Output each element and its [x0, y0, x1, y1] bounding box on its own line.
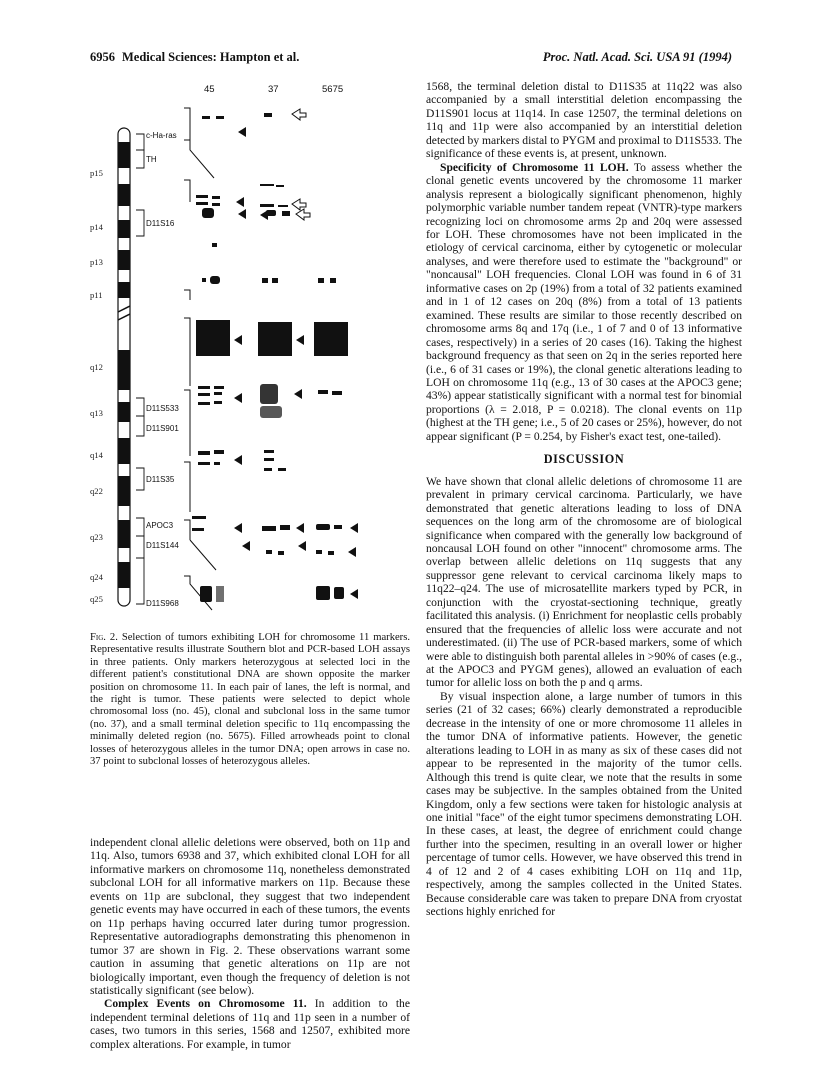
paragraph: By visual inspection alone, a large number of tumors in this series (21 of 32 cases; 66%) clearly demonstrated a reproducible decrease in the intensity of one or more chromosome 11 alleles in the tumor DNA of informative patients. However, the genetic alterations leading to LOH in as many as six of these cases did not appear to be represented in the majority of the tumor cells. Although this trend is quite clear, we note that the results in some cases may be subjective. In the samples obtained from the United Kingdom, only a few sections were taken for histologic analysis at one initial "face" of the eight tumor specimens demonstrating LOH. In these cases, at least, the degree of enrichment could change further into the specimen, resulting in an overall lower or higher percentage of tumor cells. However, we have observed this trend in 4 of 12 and 2 of 4 cases exhibiting LOH on 11q and 11p, respectively, among the samples collected in the United States. Because considerable care was taken to prepare DNA from cryostat sections highly enriched for	[426, 689, 742, 919]
band-label-q14: q14	[90, 450, 103, 460]
autoradiograph-bands	[192, 113, 358, 602]
marker-label-apoc3: APOC3	[146, 521, 174, 530]
band-label-p11: p11	[90, 290, 103, 300]
subsection-heading: Specificity of Chromosome 11 LOH.	[440, 160, 629, 174]
figure-caption-text: Selection of tumors exhibiting LOH for chromosome 11 markers. Representative results illustrate Southern blot and PCR-based LOH assays in three patients. Only markers heterozygous at selected loci in the different patient's constitutional DNA are shown opposite the marker position on chromosome 11. In each pair of lanes, the left is normal, and the right is tumor. These patients were selected to depict whole chromosomal loss (no. 45), clonal and subclonal loss in the same tumor (no. 37), and a small terminal deletion specific to 11q encompassing the minimally deleted region (no. 5675). Filled arrowheads point to clonal losses of heterozygous alleles in the tumor DNA; open arrows in case no. 37 point to subclonal losses of heterozygous alleles.	[90, 632, 410, 768]
figure-2	[88, 80, 410, 640]
band-label-p14: p14	[90, 222, 103, 232]
right-column	[426, 80, 742, 919]
marker-label-d11s144: D11S144	[146, 541, 179, 550]
band-label-p13: p13	[90, 257, 103, 267]
marker-brackets	[136, 134, 144, 604]
marker-label-d11s901: D11S901	[146, 424, 179, 433]
paragraph-complex-events	[90, 997, 410, 1051]
journal-citation: Proc. Natl. Acad. Sci. USA 91 (1994)	[542, 50, 732, 64]
figure-caption	[90, 632, 410, 768]
marker-label-d11s16: D11S16	[146, 219, 175, 228]
figure-label: Fig. 2.	[90, 632, 118, 643]
paragraph-text: In addition to the independent terminal deletions of 11q and 11p seen in a number of cases, two tumors in this series, 1568 and 12507, exhibited more complex alterations. For example, in tumor	[90, 997, 410, 1051]
band-label-q23: q23	[90, 532, 103, 542]
marker-label-th: TH	[146, 155, 157, 164]
band-label-p15: p15	[90, 168, 103, 178]
marker-label-d11s968: D11S968	[146, 599, 179, 608]
paragraph-text: To assess whether the clonal genetic events uncovered by the chromosome 11 marker analysis represent a biologically significant phenomenon, highly polymorphic variable number tandem repeat (VNTR)-type markers recognizing loci on chromosome arms 2p and 20q were assessed for LOH. These chromosomes have not been implicated in the etiology of cervical carcinoma, either by cytogenetic or molecular analyses, and were therefore used to estimate the "background" or "noncausal" LOH frequencies. Clonal LOH was found in 6 of 31 informative cases on 2p (19%) from a total of 32 patients examined and in 1 of 12 cases on 20q (8%) from a total of 13 patients examined. These results are similar to those recently described on chromosome arms 8q and 17q (i.e., 1 of 7 and 0 of 13 informative cases, respectively) in a series of 20 cases (16). Taking the highest background frequency as that seen on 2q in the series reported here (i.e., 6 of 31 cases or 19%), the clonal genetic alterations leading to LOH on chromosome 11q (e.g., 13 of 30 cases at the APOC3 gene; 43%) appear statistically significant with a normal test for binomial proportions (λ = 2.018, P = 0.0218). The clonal events on 11p (highest at the TH gene; i.e., 5 of 20 cases or 25%), however, do not appear significant (P = 0.254, by Fisher's exact test, one-tailed).	[426, 160, 742, 443]
band-label-q12: q12	[90, 362, 103, 372]
band-label-q13: q13	[90, 408, 103, 418]
marker-label-c-ha-ras: c-Ha-ras	[146, 131, 177, 140]
paragraph: We have shown that clonal allelic deletions of chromosome 11 are prevalent in primary cervical carcinoma. Particularly, we have demonstrated that genetic alterations leading to loss of DNA sequences on the long arm of the chromosome are of biological significance when compared with the generally low background of noncausal LOH found on other "innocent" chromosome arms. The overlap between allelic deletions on 11q suggests that any suppressor gene relevant to cervical carcinoma likely maps to 11q22–q24. The use of microsatellite markers typed by PCR, in conjunction with the cryostat-sectioning technique, greatly facilitated this analysis. (i) Enrichment for neoplastic cells probably ensured that the frequencies of allelic loss were accurate and not underestimated. (ii) The use of PCR-based markers, some of which were able to distinguish both parental alleles in >90% of cases (e.g., at the APOC3 and PYGM genes), allowed an evaluation of each tumor for allelic loss on both the p and q arms.	[426, 474, 742, 690]
page-number: 6956	[90, 50, 115, 64]
lane-label-45: 45	[204, 84, 215, 95]
marker-label-d11s533: D11S533	[146, 404, 179, 413]
open-arrows	[292, 109, 310, 220]
running-head: Medical Sciences: Hampton et al.	[122, 50, 300, 64]
paragraph: independent clonal allelic deletions were observed, both on 11p and 11q. Also, tumors 6938 and 37, which exhibited clonal LOH for all informative markers on chromosome 11q, nonetheless demonstrated subclonal LOH for all informative markers on 11p. Because these events on 11p are subclonal, they suggest that two independent genetic events may have occurred in each of these tumors, the events on 11p perhaps having occurred later during tumor progression. Representative autoradiographs demonstrating this phenomenon in tumor 37 are shown in Fig. 2. These observations warrant some caution in assuming that genetic alterations on 11p are not biologically important, even though the frequency of deletion is not statistically significant (see below).	[90, 836, 410, 997]
section-title-discussion: DISCUSSION	[543, 452, 625, 467]
band-label-q24: q24	[90, 572, 103, 582]
lane-label-5675: 5675	[322, 84, 344, 95]
band-label-q22: q22	[90, 486, 103, 496]
lane-label-37: 37	[268, 84, 279, 95]
panel-separators	[184, 108, 216, 610]
page-header	[0, 50, 816, 70]
marker-label-d11s35: D11S35	[146, 475, 175, 484]
band-label-q25: q25	[90, 594, 103, 604]
left-column	[90, 836, 410, 1051]
chromosome-ideogram	[118, 128, 130, 606]
paragraph: 1568, the terminal deletion distal to D11S35 at 11q22 was also accompanied by a small interstitial deletion encompassing the D11S901 locus at 11q14. In case 12507, the terminal deletions on 11q and 11p were also accompanied by an interstitial deletion detected by markers distal to PYGM and proximal to D11S533. The significance of these events is, at present, unknown.	[426, 80, 742, 161]
subsection-heading: Complex Events on Chromosome 11.	[104, 997, 307, 1011]
paragraph-specificity	[426, 161, 742, 444]
autoradiograph-panel	[88, 80, 410, 640]
